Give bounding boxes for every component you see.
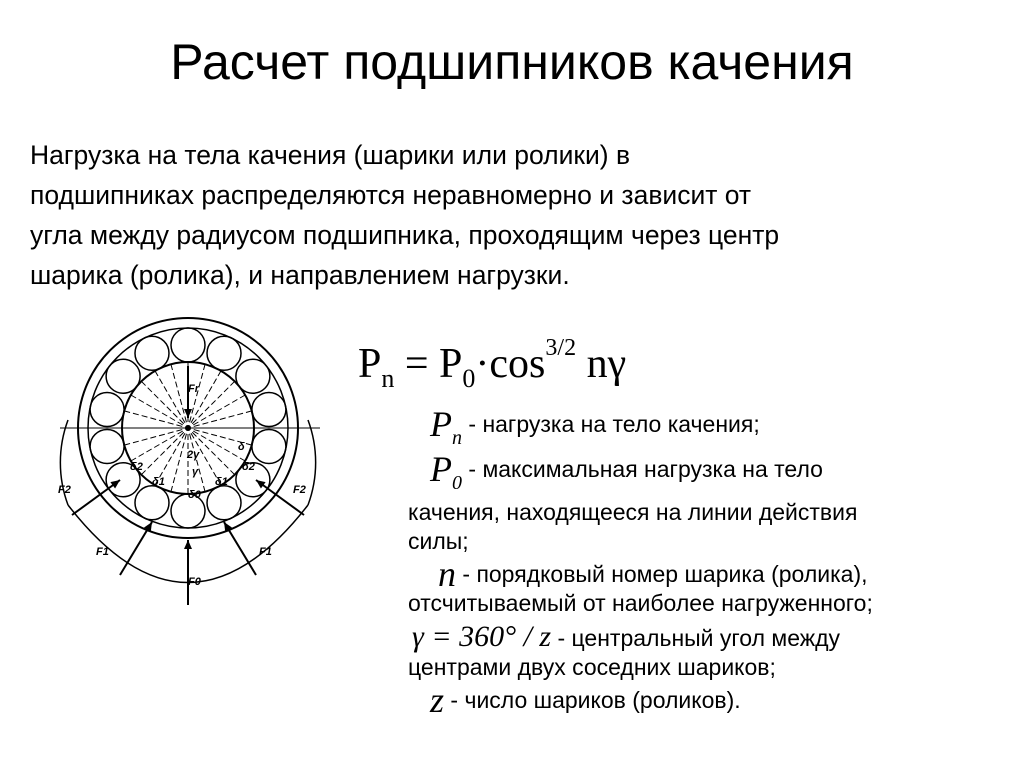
legend-text-cont: силы; — [408, 528, 469, 554]
label-f2-right: F2 — [293, 484, 306, 496]
legend-text: - порядковый номер шарика (ролика), — [456, 561, 868, 587]
right-arc — [308, 420, 316, 505]
legend-item-pn — [430, 404, 1008, 453]
formula-p0-sub: 0 — [462, 364, 476, 393]
arrow-f1-left — [120, 522, 152, 575]
label-f2-left: F2 — [58, 484, 71, 496]
label-delta2-left: δ2 — [130, 461, 143, 473]
label-delta1-left: δ1 — [152, 476, 165, 488]
rolling-ball — [171, 328, 205, 362]
formula-arg: nγ — [576, 341, 627, 387]
formula-dot: · — [475, 341, 490, 387]
rolling-ball — [236, 359, 270, 393]
rolling-ball — [90, 429, 124, 463]
label-delta-top: δ — [238, 441, 245, 453]
intro-line: Нагрузка на тела качения (шарики или ролики) в — [30, 140, 631, 170]
arrow-f2-left-head — [110, 480, 120, 489]
intro-line: угла между радиусом подшипника, проходящим через центр — [30, 220, 780, 250]
formula-lhs-sub: n — [381, 364, 395, 393]
label-delta2-right: δ2 — [242, 461, 255, 473]
label-delta1-right: δ1 — [215, 476, 228, 488]
label-f1-right: F1 — [259, 546, 272, 558]
rolling-ball — [135, 336, 169, 370]
legend-text-cont: центрами двух соседних шариков; — [408, 654, 776, 680]
rolling-ball — [135, 486, 169, 520]
label-delta0: δ0 — [188, 489, 201, 501]
intro-paragraph — [30, 135, 1010, 295]
symbol-p0: $P_0$ — [430, 449, 462, 494]
slide-title: Расчет подшипников качения — [170, 34, 854, 90]
legend-item-z — [430, 680, 1008, 720]
rolling-ball — [252, 429, 286, 463]
legend-item-p0 — [408, 449, 1008, 556]
rolling-ball — [106, 359, 140, 393]
legend-item-n — [408, 554, 1008, 618]
legend-item-gamma — [408, 622, 1008, 682]
legend-text: - число шариков (роликов). — [444, 687, 741, 713]
formula-eq: = — [394, 341, 440, 387]
symbol-pn: $P_n$ — [430, 404, 462, 449]
symbol-z: z — [430, 680, 445, 720]
label-f1-left: F1 — [96, 546, 109, 558]
formula-cos: cos — [489, 341, 546, 387]
rolling-ball — [207, 336, 241, 370]
formula-exp: 3/2 — [545, 335, 577, 361]
rolling-ball — [90, 393, 124, 427]
rolling-ball — [207, 486, 241, 520]
formula-lhs: P — [358, 341, 382, 387]
symbol-gamma-formula: γ = 360° / z — [412, 620, 552, 653]
legend-text: - центральный угол между — [551, 625, 841, 651]
bearing-diagram — [40, 310, 360, 650]
formula-p0: P — [439, 341, 463, 387]
legend-text-cont: отсчитываемый от наиболее нагруженного; — [408, 590, 873, 616]
label-gamma2: 2γ — [187, 449, 200, 461]
legend-text: - нагрузка на тело качения; — [462, 411, 760, 437]
label-gamma: γ — [192, 466, 199, 478]
load-formula — [358, 318, 626, 409]
arrow-f1-right — [224, 522, 256, 575]
arrow-f0-head — [184, 540, 192, 549]
label-fr: Fr — [188, 383, 199, 395]
legend — [408, 404, 1008, 720]
legend-text: - максимальная нагрузка на тело — [462, 456, 823, 482]
arrow-f2-right-head — [256, 480, 266, 489]
legend-text-cont: качения, находящееся на линии действия — [408, 499, 858, 525]
intro-line: шарика (ролика), и направлением нагрузки. — [30, 260, 570, 290]
rolling-ball — [252, 393, 286, 427]
intro-line: подшипниках распределяются неравномерно и зависит от — [30, 180, 752, 210]
label-f0: F0 — [188, 576, 201, 588]
symbol-n: n — [438, 554, 456, 594]
